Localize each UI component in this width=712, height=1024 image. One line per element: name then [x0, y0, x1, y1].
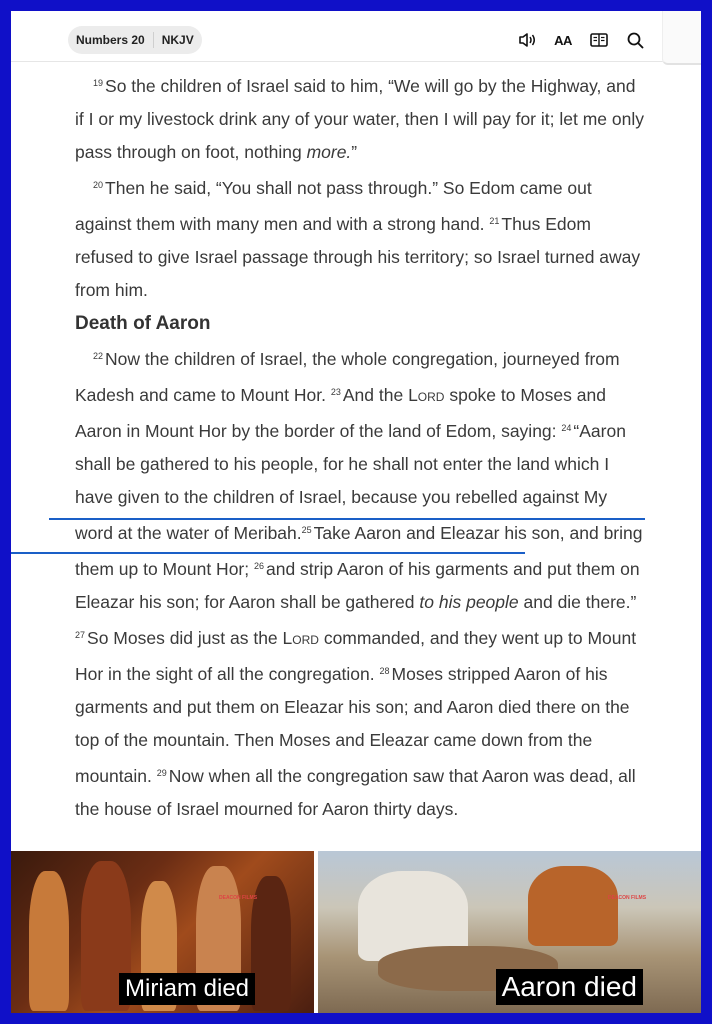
verse-number[interactable]: 28 — [379, 666, 390, 676]
aaron-painting — [318, 851, 701, 1013]
verse-text: Take Aaron and Eleazar his son, and bring them up to Mount Hor; — [75, 523, 643, 579]
verse-number[interactable]: 21 — [489, 216, 500, 226]
verse-text: and strip Aaron of his garments and put them on Eleazar his son; for Aaron shall be gathered — [75, 559, 640, 612]
toolbar — [517, 30, 645, 50]
chapter-text — [75, 67, 645, 826]
verse-24-text[interactable]: “Aaron shall be gathered to his people, for he shall not enter the land which I have given to the children of Israel, because you rebelled against My word at the water of Meribah. — [75, 421, 626, 543]
left-caption: Miriam died — [119, 973, 255, 1005]
figure-shape — [528, 866, 618, 946]
verse-text: So the children of Israel said to him, “We will go by the Highway, and if I or my livestock drink any of your water, then I will pay for it; let me only pass through on foot, nothing — [75, 76, 644, 162]
verse-text: Now when all the congregation saw that Aaron was dead, all the house of Israel mourned for Aaron thirty days. — [75, 766, 636, 819]
lord-small-caps: Lord — [282, 628, 319, 648]
top-bar — [11, 11, 701, 62]
verse-text: So Moses did just as the — [87, 628, 283, 648]
reference-pill — [68, 26, 202, 54]
meme-image-strip — [11, 851, 701, 1013]
verse-text: commanded, and they went up to Mount Hor in the sight of all the congregation. — [75, 628, 637, 684]
paragraph-verse-20 — [75, 169, 645, 307]
verse-number[interactable]: 27 — [75, 630, 86, 640]
verse-number[interactable]: 19 — [93, 78, 104, 88]
book-icon[interactable] — [589, 30, 609, 50]
figure-shape — [29, 871, 69, 1011]
verse-number[interactable]: 24 — [561, 423, 572, 433]
verse-text: and die there.” — [518, 592, 637, 612]
verse-text: Thus Edom refused to give Israel passage through his territory; so Israel turned away from him. — [75, 214, 641, 300]
verse-text: Moses stripped Aaron of his garments and put them on Eleazar his son; and Aaron died there on the top of the mountain. Then Moses and Eleazar came down from the mountain. — [75, 664, 630, 786]
verse-number[interactable]: 26 — [253, 561, 264, 571]
verse-number[interactable]: 22 — [93, 351, 104, 361]
lord-small-caps: Lord — [408, 385, 445, 405]
text-size-icon[interactable]: AA — [554, 32, 572, 48]
paragraph-verse-22 — [75, 340, 645, 826]
paragraph-verse-19 — [75, 67, 645, 169]
miriam-painting — [11, 851, 314, 1013]
verse-italic: more. — [306, 142, 352, 162]
search-icon[interactable] — [625, 30, 645, 50]
verse-number[interactable]: 25 — [301, 525, 312, 535]
verse-text: Now the children of Israel, the whole congregation, journeyed from Kadesh and came to Mount Hor. — [75, 349, 620, 405]
verse-italic: to his people — [419, 592, 519, 612]
verse-text: Then he said, “You shall not pass through.” So Edom came out against them with many men and with a strong hand. — [75, 178, 592, 234]
reader-page — [11, 11, 701, 1013]
verse-number[interactable]: 23 — [330, 387, 341, 397]
watermark-text: DEACON FILMS — [219, 895, 258, 901]
right-caption: Aaron died — [496, 969, 643, 1005]
verse-text: spoke to Moses and Aaron in Mount Hor by the border of the land of Edom, saying: — [75, 385, 606, 441]
highlight-underline — [49, 518, 645, 520]
book-chapter-button[interactable]: Numbers 20 — [76, 33, 145, 47]
verse-text: And the — [342, 385, 409, 405]
verse-number[interactable]: 20 — [93, 180, 104, 190]
speaker-icon[interactable] — [517, 30, 537, 50]
side-panel-tab[interactable] — [662, 11, 701, 65]
watermark-text: DEACON FILMS — [608, 895, 647, 901]
version-button[interactable]: NKJV — [161, 33, 194, 47]
highlight-underline — [11, 552, 525, 554]
section-heading: Death of Aaron — [75, 313, 211, 334]
verse-number[interactable]: 29 — [156, 768, 167, 778]
verse-text: ” — [351, 142, 358, 162]
